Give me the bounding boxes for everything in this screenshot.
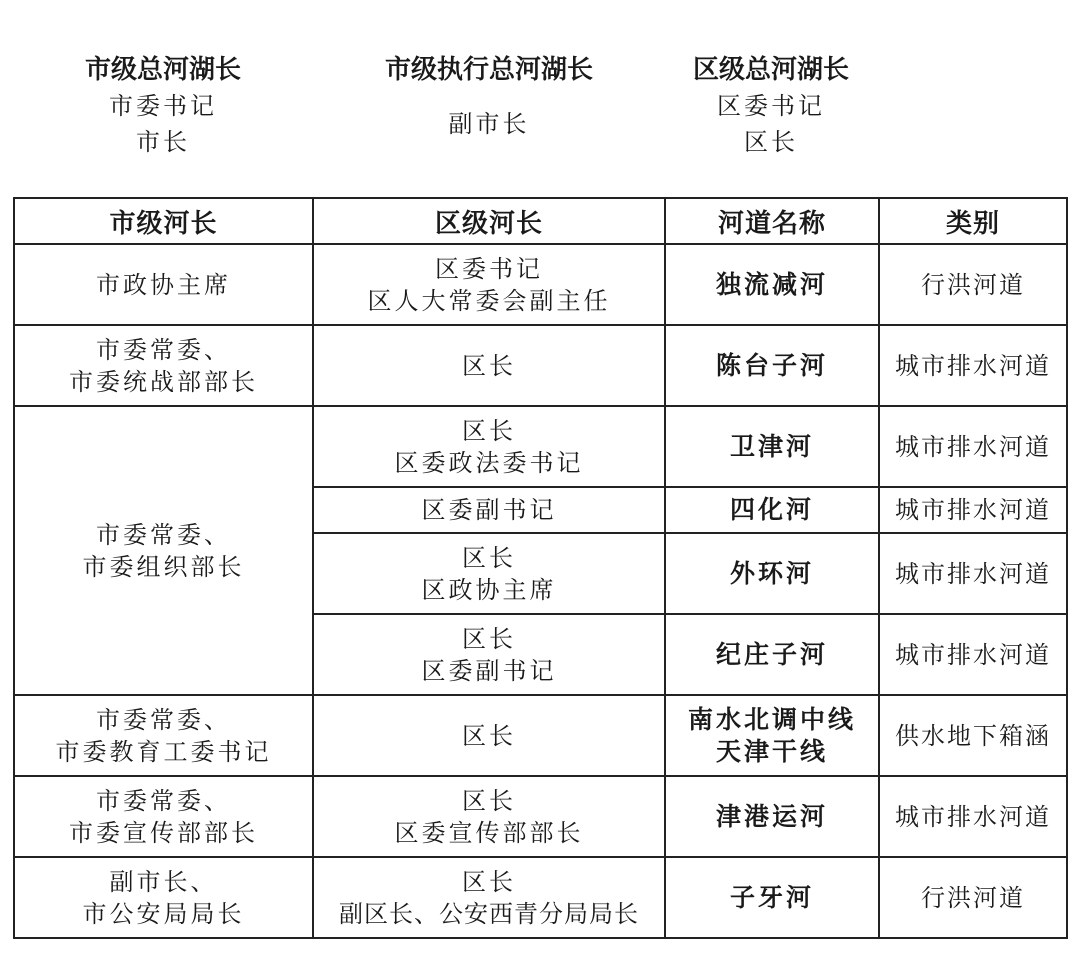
category-cell — [879, 406, 1067, 487]
river-name-cell — [665, 406, 879, 487]
district-chief-cell — [313, 857, 665, 938]
column-header: 河道名称 — [665, 198, 879, 244]
header-title: 市级执行总河湖长 — [384, 55, 594, 85]
table-row — [14, 857, 1067, 938]
table-row — [14, 776, 1067, 857]
district-chief: 区长 — [462, 867, 516, 896]
city-chief: 市公安局局长 — [82, 899, 245, 928]
district-chief: 区长 — [462, 416, 516, 445]
district-chief: 区政协主席 — [421, 575, 557, 604]
district-chief-cell — [313, 325, 665, 406]
city-chief-cell — [14, 857, 313, 938]
table-row — [14, 406, 1067, 487]
table-row — [14, 325, 1067, 406]
table-row — [14, 244, 1067, 325]
district-chief: 区委政法委书记 — [394, 448, 584, 477]
city-chief: 副市长、 — [109, 867, 218, 896]
city-chief-cell — [14, 406, 313, 695]
category-cell — [879, 857, 1067, 938]
column-header: 类别 — [879, 198, 1067, 244]
river-name: 纪庄子河 — [715, 639, 828, 669]
city-chief: 市委教育工委书记 — [55, 737, 272, 766]
category-cell — [879, 776, 1067, 857]
category-cell — [879, 244, 1067, 325]
district-chief: 区委副书记 — [421, 496, 557, 524]
district-chief-cell — [313, 244, 665, 325]
river-name: 陈台子河 — [715, 350, 828, 380]
district-chief-cell — [313, 614, 665, 695]
category-cell — [879, 695, 1067, 776]
city-chief-cell — [14, 776, 313, 857]
district-chief-cell — [313, 487, 665, 533]
chief-header — [0, 52, 1080, 172]
category-cell — [879, 487, 1067, 533]
column-header: 市级河长 — [14, 198, 313, 244]
city-chief: 市政协主席 — [96, 270, 231, 299]
river-name-cell — [665, 325, 879, 406]
category-cell — [879, 325, 1067, 406]
category: 行洪河道 — [921, 883, 1025, 912]
category-cell — [879, 614, 1067, 695]
district-chief-cell — [313, 776, 665, 857]
city-chief-cell — [14, 244, 313, 325]
city-general-chief — [85, 52, 241, 160]
city-chief: 市委常委、 — [96, 335, 231, 364]
river-name-cell — [665, 776, 879, 857]
city-executive-chief — [385, 52, 593, 142]
district-chief: 区长 — [462, 721, 516, 750]
river-name: 津港运河 — [715, 801, 828, 831]
category: 城市排水河道 — [895, 559, 1051, 588]
city-chief: 市委统战部部长 — [69, 367, 258, 396]
district-chief-cell — [313, 406, 665, 487]
district-general-chief — [693, 52, 849, 160]
city-chief: 市委组织部长 — [82, 552, 245, 581]
header-title: 市级总河湖长 — [84, 55, 242, 85]
district-chief: 区长 — [462, 624, 516, 653]
district-chief: 区委书记 — [435, 254, 543, 283]
table-header-row — [14, 198, 1067, 244]
district-chief: 区长 — [462, 786, 516, 815]
river-chief-table — [13, 197, 1068, 939]
city-chief: 市委常委、 — [96, 786, 231, 815]
table-row — [14, 695, 1067, 776]
river-name: 卫津河 — [729, 431, 814, 461]
category: 供水地下箱涵 — [895, 721, 1051, 750]
district-chief: 区委宣传部部长 — [394, 818, 584, 847]
river-name: 外环河 — [729, 558, 814, 588]
header-role: 副市长 — [448, 110, 530, 138]
river-name: 子牙河 — [729, 882, 814, 912]
city-chief: 市委宣传部部长 — [69, 818, 258, 847]
district-chief-cell — [313, 695, 665, 776]
header-role: 区长 — [743, 128, 798, 156]
river-name: 天津干线 — [715, 736, 828, 766]
district-chief: 副区长、公安西青分局局长 — [339, 899, 639, 928]
district-chief: 区长 — [462, 351, 516, 380]
city-chief: 市委常委、 — [96, 705, 231, 734]
category: 城市排水河道 — [895, 640, 1051, 669]
category: 城市排水河道 — [895, 802, 1051, 831]
river-name-cell — [665, 614, 879, 695]
district-chief-cell — [313, 533, 665, 614]
city-chief-cell — [14, 695, 313, 776]
category: 行洪河道 — [921, 270, 1025, 299]
district-chief: 区委副书记 — [421, 656, 557, 685]
category-cell — [879, 533, 1067, 614]
river-name-cell — [665, 533, 879, 614]
header-title: 区级总河湖长 — [692, 55, 850, 85]
category: 城市排水河道 — [895, 496, 1051, 524]
river-name-cell — [665, 857, 879, 938]
category: 城市排水河道 — [895, 432, 1051, 461]
category: 城市排水河道 — [895, 351, 1051, 380]
column-header: 区级河长 — [313, 198, 665, 244]
river-name-cell — [665, 695, 879, 776]
river-name: 独流减河 — [715, 269, 828, 299]
river-name: 南水北调中线 — [687, 704, 856, 734]
river-name-cell — [665, 244, 879, 325]
header-role: 市长 — [135, 128, 190, 156]
header-role: 区委书记 — [716, 92, 825, 120]
district-chief: 区人大常委会副主任 — [367, 286, 611, 315]
district-chief: 区长 — [462, 543, 516, 572]
header-role: 市委书记 — [108, 92, 217, 120]
city-chief: 市委常委、 — [96, 520, 231, 549]
city-chief-cell — [14, 325, 313, 406]
river-name-cell — [665, 487, 879, 533]
river-name: 四化河 — [729, 495, 814, 524]
